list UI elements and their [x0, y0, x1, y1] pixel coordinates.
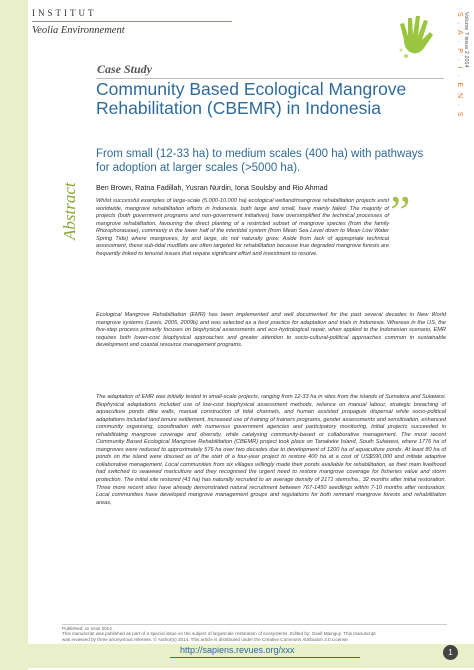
institute-divider: [32, 21, 232, 22]
journal-name: S . A . P . I . E N . S: [456, 12, 463, 119]
page-number: 1: [443, 645, 458, 660]
left-color-bar: [0, 0, 28, 670]
journal-volume: Volume 7 issue 2 2014: [463, 12, 469, 68]
abstract-paragraph: The adaptation of EMR was initially tested in small-scale projects, ranging from 12-33 ha in sites from the islands of Sumatera and Sulawesi. Biophysical adaptations included use of low-cost biophysical assessment methods, reliance on manual labour, strategic breaching of aquaculture ponds dike walls, manual construction of tidal channels, and human assisted propagule dispersal while socio-political adaptations included land tenure settlement, increased use of training of trainers programs, gender assessments and sensitisation, enhanced community organising, coordination with numerous government agencies and participatory monitoring. Initial projects succeeded in rehabilitating mangrove coverage and diversity, while catalysing community-based or collaborative management. The most recent Community Based Ecological Mangrove Rehabilitation (CBEMR) project took place on Tanakeke Island, South Sulawesi, where 1776 ha of mangroves were reduced to approximately 576 ha over two decades due to development of 1200 ha of aquaculture ponds. At least 80 ha of ponds on the island were disused as of the start of a four-year project to restore 400 ha at a cost of US$590,000 and initiate adaptive collaborative management. Local communities from six villages willingly made their ponds available for rehabilitation, as their main livelihood had switched to seaweed mariculture and they recognised the urgent need to restore mangrove coverage for fisheries value and storm protection. The initial site restored (43 ha) has naturally recruited to an average density of 2171 stems/ha., 32 months after initial restoration. Three more recent sites have already demonstrated natural recruitment between 767-1450 seedlings within 7-10 months after restoration. Local communities have developed mangrove management groups and regulations for both remnant mangrove forests and rehabilitation areas,: [96, 394, 446, 506]
article-authors: Ben Brown, Ratna Fadillah, Yusran Nurdin, Iona Soulsby and Rio Ahmad: [96, 183, 328, 192]
article-url-link[interactable]: http://sapiens.revues.org/xxx: [180, 645, 295, 655]
quote-mark-icon: ”: [390, 186, 411, 237]
hand-logo-icon: [396, 10, 442, 62]
footer-notes: [62, 626, 447, 642]
footer-line: was reviewed by three anonymous referees. © Author(s) 2014. This article is distributed under the Creative Commons Attribution 3.0 License.: [62, 636, 349, 642]
article-title: Community Based Ecological Mangrove Rehabilitation (CBEMR) in Indonesia: [96, 79, 407, 118]
abstract-paragraph: Ecological Mangrove Rehabilitation (EMR) has been implemented and well documented for the past several decades in New World mangrove systems (Lewis, 2005, 2009b) and was selected as a best practice for adaptation and trials in Indonesia. Whereas in the US, the five-step process primarily focuses on biophysical assessments and eco-hydrological repair, when applied to the Indonesian scenario, EMR requires both lower-cost biophysical approaches and greater attention to socio-cultural-political approaches common in sustainable development and coastal resource management programs.: [96, 312, 446, 349]
footer-line: Published: xx mois 2014: [62, 626, 112, 631]
case-study-label: Case Study: [97, 62, 153, 76]
abstract-heading: [60, 182, 90, 250]
institute-name: INSTITUT: [32, 8, 97, 18]
footer-line: This manuscript was published as part of a special issue on the subject of largescale restoration of ecosystems. Edited by: Gaell Mainguy. This manuscript: [62, 631, 376, 637]
journal-vertical-label: [445, 12, 469, 132]
institute-subtitle: Veolia Environnement: [32, 25, 125, 36]
institute-header: [32, 8, 242, 36]
article-subtitle: From small (12-33 ha) to medium scales (400 ha) with pathways for adoption at larger scales (>5000 ha).: [96, 148, 424, 174]
url-underline: [170, 657, 360, 658]
abstract-label: Abstract: [60, 182, 79, 240]
abstract-paragraph: Whilst successful examples of large-scale (5.000-10.000 ha) ecological wetland/mangrove rehabilitation projects exist worldwide, mangrove rehabilitation efforts in Indonesia, both large and small, have mainly failed. The majority of projects (both government programs and non-government initiatives) have oversimplified the technical processes of mangrove rehabilitation, favouring the direct planting of a restricted subset of mangrove species (from the family Rhizophoraceae), commonly in the lower half of the intertidal system (from Mean Sea Level down to Mean Low Water Spring Tide) where mangroves, by and large, do not naturally grow. Aside from lack of appropriate technical assessment, these sub-tidal mudflats are often targeted for rehabilitation because true degraded mangrove forests are frequently linked to tenurial issues that require significant effort and investment to resolve.: [96, 198, 389, 257]
footer-divider: [62, 624, 447, 625]
